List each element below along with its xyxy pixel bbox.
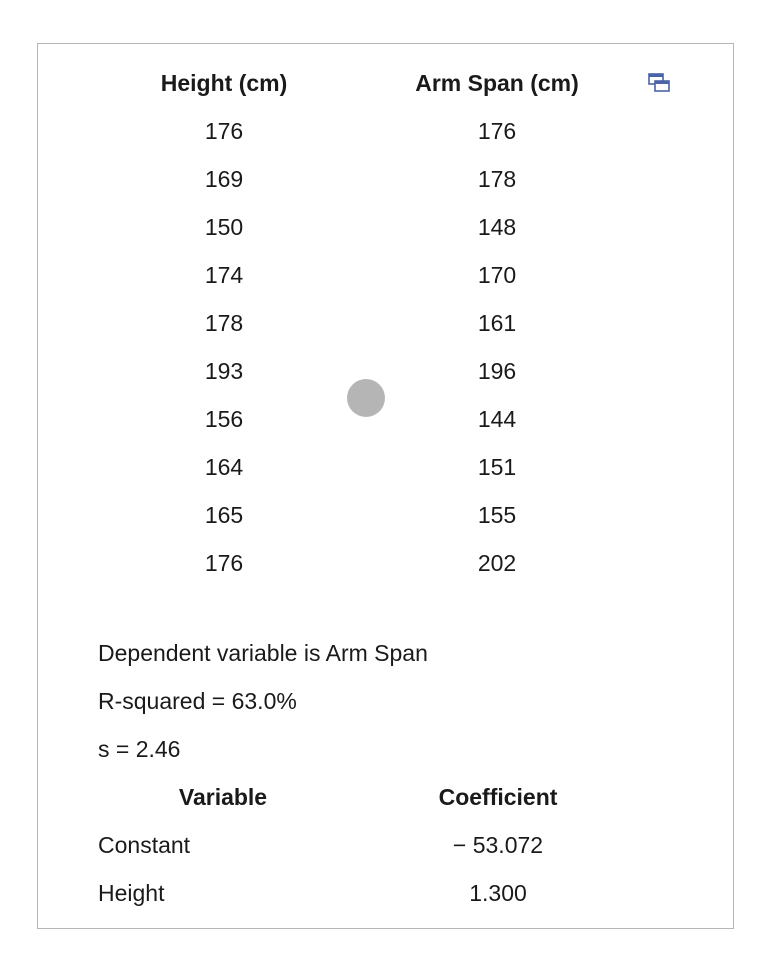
table-row <box>97 491 643 539</box>
coefficient-cell: 1.300 <box>469 879 527 906</box>
arm-span-cell: 170 <box>477 261 517 288</box>
table-row <box>98 869 648 917</box>
arm-span-cell: 155 <box>477 501 517 528</box>
coefficient-table <box>98 773 648 917</box>
column-header-arm-span: Arm Span (cm) <box>415 69 579 96</box>
table-row <box>97 299 643 347</box>
regression-summary <box>98 629 428 773</box>
table-row <box>97 539 643 587</box>
table-header-row <box>97 59 643 107</box>
cursor-marker <box>347 379 385 417</box>
height-cell: 169 <box>204 165 244 192</box>
table-row <box>97 107 643 155</box>
arm-span-cell: 176 <box>477 117 517 144</box>
column-header-coefficient: Coefficient <box>438 783 558 810</box>
table-row <box>97 155 643 203</box>
variable-cell: Height <box>98 879 165 906</box>
arm-span-cell: 161 <box>477 309 517 336</box>
s-value-text: s = 2.46 <box>98 736 181 762</box>
height-cell: 193 <box>204 357 244 384</box>
height-cell: 165 <box>204 501 244 528</box>
height-cell: 176 <box>204 117 244 144</box>
r-squared-text: R-squared = 63.0% <box>98 688 297 714</box>
table-row <box>97 251 643 299</box>
arm-span-cell: 151 <box>477 453 517 480</box>
arm-span-cell: 178 <box>477 165 517 192</box>
arm-span-cell: 196 <box>477 357 517 384</box>
column-header-height: Height (cm) <box>160 69 288 96</box>
height-cell: 176 <box>204 549 244 576</box>
variable-cell: Constant <box>98 831 191 858</box>
arm-span-cell: 144 <box>477 405 517 432</box>
data-table <box>97 59 643 587</box>
coefficient-cell: − 53.072 <box>452 831 544 858</box>
height-cell: 178 <box>204 309 244 336</box>
height-cell: 150 <box>204 213 244 240</box>
table-row <box>97 203 643 251</box>
arm-span-cell: 148 <box>477 213 517 240</box>
table-row <box>97 443 643 491</box>
height-cell: 156 <box>204 405 244 432</box>
height-cell: 164 <box>204 453 244 480</box>
height-cell: 174 <box>204 261 244 288</box>
column-header-variable: Variable <box>178 783 268 810</box>
data-panel <box>37 43 734 929</box>
arm-span-cell: 202 <box>477 549 517 576</box>
table-header-row <box>98 773 648 821</box>
table-row <box>98 821 648 869</box>
dependent-variable-text: Dependent variable is Arm Span <box>98 640 428 666</box>
popout-window-icon[interactable] <box>648 73 670 93</box>
